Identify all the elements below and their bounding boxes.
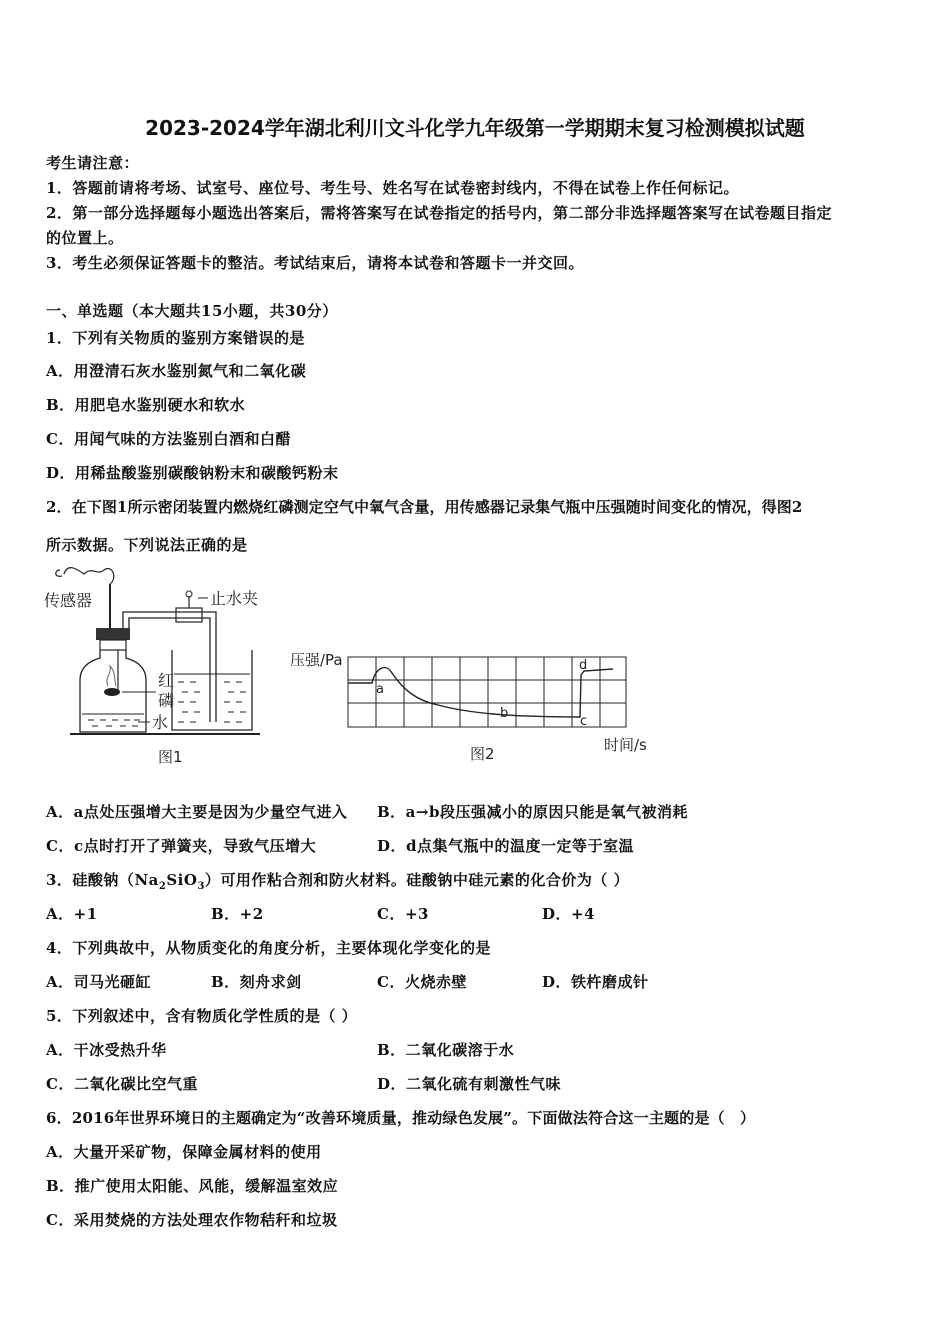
- q4-stem: 4．下列典故中，从物质变化的角度分析，主要体现化学变化的是: [46, 939, 491, 957]
- point-a: a: [376, 682, 384, 697]
- q5-option-d: D．二氧化硫有刺激性气味: [377, 1075, 562, 1093]
- stopper: [96, 628, 130, 640]
- q5-option-a: A．干冰受热升华: [46, 1041, 167, 1059]
- figure-2-caption: 图2: [470, 745, 495, 763]
- label-clamp: 止水夹: [210, 589, 259, 608]
- graph-y-label: 压强/Pa: [290, 651, 343, 669]
- point-c: c: [580, 714, 588, 729]
- q2-stem-line1: 2．在下图1所示密闭装置内燃烧红磷测定空气中氧气含量，用传感器记录集气瓶中压强随时间变化的情况，得图2: [46, 498, 803, 516]
- q4-option-c: C．火烧赤壁: [377, 973, 467, 991]
- q2-option-a: A．a点处压强增大主要是因为少量空气进入: [46, 803, 348, 821]
- notice-item-3: 3．考生必须保证答题卡的整洁。考试结束后，请将本试卷和答题卡一并交回。: [46, 254, 584, 272]
- q5-option-c: C．二氧化碳比空气重: [46, 1075, 198, 1093]
- label-phosphorus-1: 红: [158, 671, 175, 690]
- q3-option-d: D．+4: [542, 905, 596, 923]
- q6-stem: 6．2016年世界环境日的主题确定为“改善环境质量，推动绿色发展”。下面做法符合这一主题的是（ ）: [46, 1109, 756, 1127]
- figure-1-caption: 图1: [158, 748, 183, 766]
- q4-option-a: A．司马光砸缸: [46, 973, 152, 991]
- q1-stem: 1．下列有关物质的鉴别方案错误的是: [46, 329, 305, 347]
- q2-option-d: D．d点集气瓶中的温度一定等于室温: [377, 837, 634, 855]
- figure-2-pressure-graph: [288, 645, 658, 770]
- red-phosphorus: [104, 688, 120, 696]
- q2-option-b: B．a→b段压强减小的原因只能是氧气被消耗: [377, 803, 688, 821]
- q4-option-d: D．铁杵磨成针: [542, 973, 649, 991]
- label-sensor: 传感器: [44, 591, 93, 610]
- notice-item-2: 2．第一部分选择题每小题选出答案后，需将答案写在试卷指定的括号内，第二部分非选择题答案写在试卷题目指定: [46, 204, 832, 222]
- q1-option-c: C．用闻气味的方法鉴别白酒和白醋: [46, 430, 291, 448]
- q6-option-b: B．推广使用太阳能、风能，缓解温室效应: [46, 1177, 339, 1195]
- graph-x-label: 时间/s: [604, 736, 647, 754]
- point-b: b: [500, 706, 509, 721]
- q1-option-a: A．用澄清石灰水鉴别氮气和二氧化碳: [46, 362, 307, 380]
- q3-option-b: B．+2: [211, 905, 264, 923]
- q5-stem: 5．下列叙述中，含有物质化学性质的是（ ）: [46, 1007, 358, 1025]
- q4-option-b: B．刻舟求剑: [211, 973, 302, 991]
- clamp: [176, 608, 202, 622]
- q1-option-d: D．用稀盐酸鉴别碳酸钠粉末和碳酸钙粉末: [46, 464, 339, 482]
- label-phosphorus-2: 磷: [158, 691, 175, 710]
- q1-option-b: B．用肥皂水鉴别硬水和软水: [46, 396, 246, 414]
- notice-item-1: 1．答题前请将考场、试室号、座位号、考生号、姓名写在试卷密封线内，不得在试卷上作任何标记。: [46, 179, 739, 197]
- section-heading: 一、单选题（本大题共15小题，共30分）: [46, 302, 338, 320]
- notice-heading: 考生请注意：: [46, 154, 140, 172]
- figure-1-apparatus: [40, 562, 280, 772]
- q2-stem-line2: 所示数据。下列说法正确的是: [46, 536, 248, 554]
- beaker: [172, 650, 252, 730]
- pressure-curve: [348, 668, 613, 717]
- q5-option-b: B．二氧化碳溶于水: [377, 1041, 515, 1059]
- q3-option-a: A．+1: [46, 905, 98, 923]
- page-title: 2023-2024学年湖北利川文斗化学九年级第一学期期末复习检测模拟试题: [145, 116, 805, 140]
- q6-option-a: A．大量开采矿物，保障金属材料的使用: [46, 1143, 322, 1161]
- q2-option-c: C．c点时打开了弹簧夹，导致气压增大: [46, 837, 317, 855]
- q3-option-c: C．+3: [377, 905, 429, 923]
- q6-option-c: C．采用焚烧的方法处理农作物秸秆和垃圾: [46, 1211, 338, 1229]
- sensor-wire: [64, 568, 114, 584]
- q3-stem: 3．硅酸钠$(Na_2SiO_3)$可用作粘合剂和防火材料。硅酸钠中硅元素的化合价为（ ）: [46, 871, 630, 892]
- notice-item-2-cont: 的位置上。: [46, 229, 124, 247]
- label-water: 水: [152, 713, 169, 732]
- point-d: d: [579, 658, 588, 673]
